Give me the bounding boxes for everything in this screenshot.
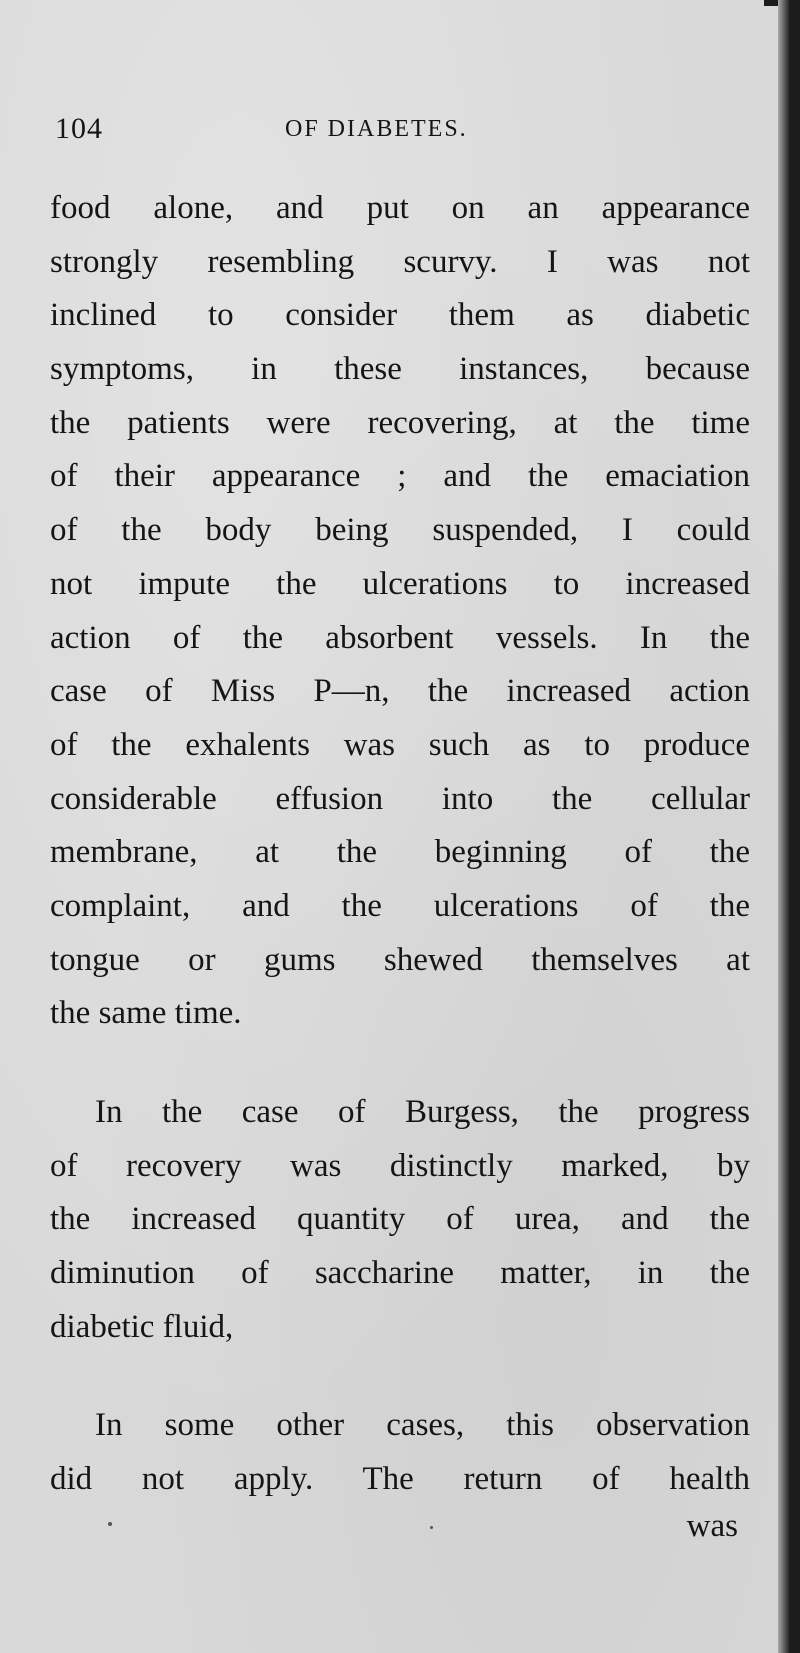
catchword: was (686, 1508, 738, 1544)
text-line: of their appearance ; and the emaciation (50, 458, 750, 495)
page-edge-shadow (778, 0, 790, 1653)
running-head: OF DIABETES. (285, 116, 468, 142)
text-line: did not apply. The return of health (50, 1461, 750, 1498)
text-line: inclined to consider them as diabetic (50, 297, 750, 334)
page-header (55, 112, 745, 152)
text-line: strongly resembling scurvy. I was not (50, 243, 750, 280)
paragraph-gap (50, 1041, 750, 1086)
text-line: the increased quantity of urea, and the (50, 1201, 750, 1238)
text-line: complaint, and the ulcerations of the (50, 887, 750, 924)
text-line: of recovery was distinctly marked, by (50, 1147, 750, 1184)
text-line: food alone, and put on an appearance (50, 190, 750, 226)
text-line: the patients were recovering, at the time (50, 404, 750, 441)
ink-speck (108, 1522, 112, 1526)
text-line: not impute the ulcerations to increased (50, 565, 750, 602)
ink-speck (430, 1526, 433, 1529)
text-line: action of the absorbent vessels. In the (50, 619, 750, 656)
text-line: of the body being suspended, I could (50, 512, 750, 549)
text-line: case of Miss P—n, the increased action (50, 673, 750, 710)
text-line: the same time. (50, 995, 242, 1032)
text-line: diminution of saccharine matter, in the (50, 1255, 750, 1292)
text-line: considerable effusion into the cellular (50, 780, 750, 817)
text-line: of the exhalents was such as to produce (50, 726, 750, 763)
text-line: tongue or gums shewed themselves at (50, 941, 750, 978)
text-line: membrane, at the beginning of the (50, 834, 750, 871)
text-line: diabetic fluid, (50, 1308, 234, 1345)
text-line: symptoms, in these instances, because (50, 351, 750, 388)
paragraph-gap (50, 1354, 750, 1399)
body-text (50, 182, 750, 1507)
text-line: In the case of Burgess, the progress (95, 1094, 750, 1130)
text-line: In some other cases, this observation (95, 1407, 750, 1444)
page-number: 104 (55, 112, 103, 145)
